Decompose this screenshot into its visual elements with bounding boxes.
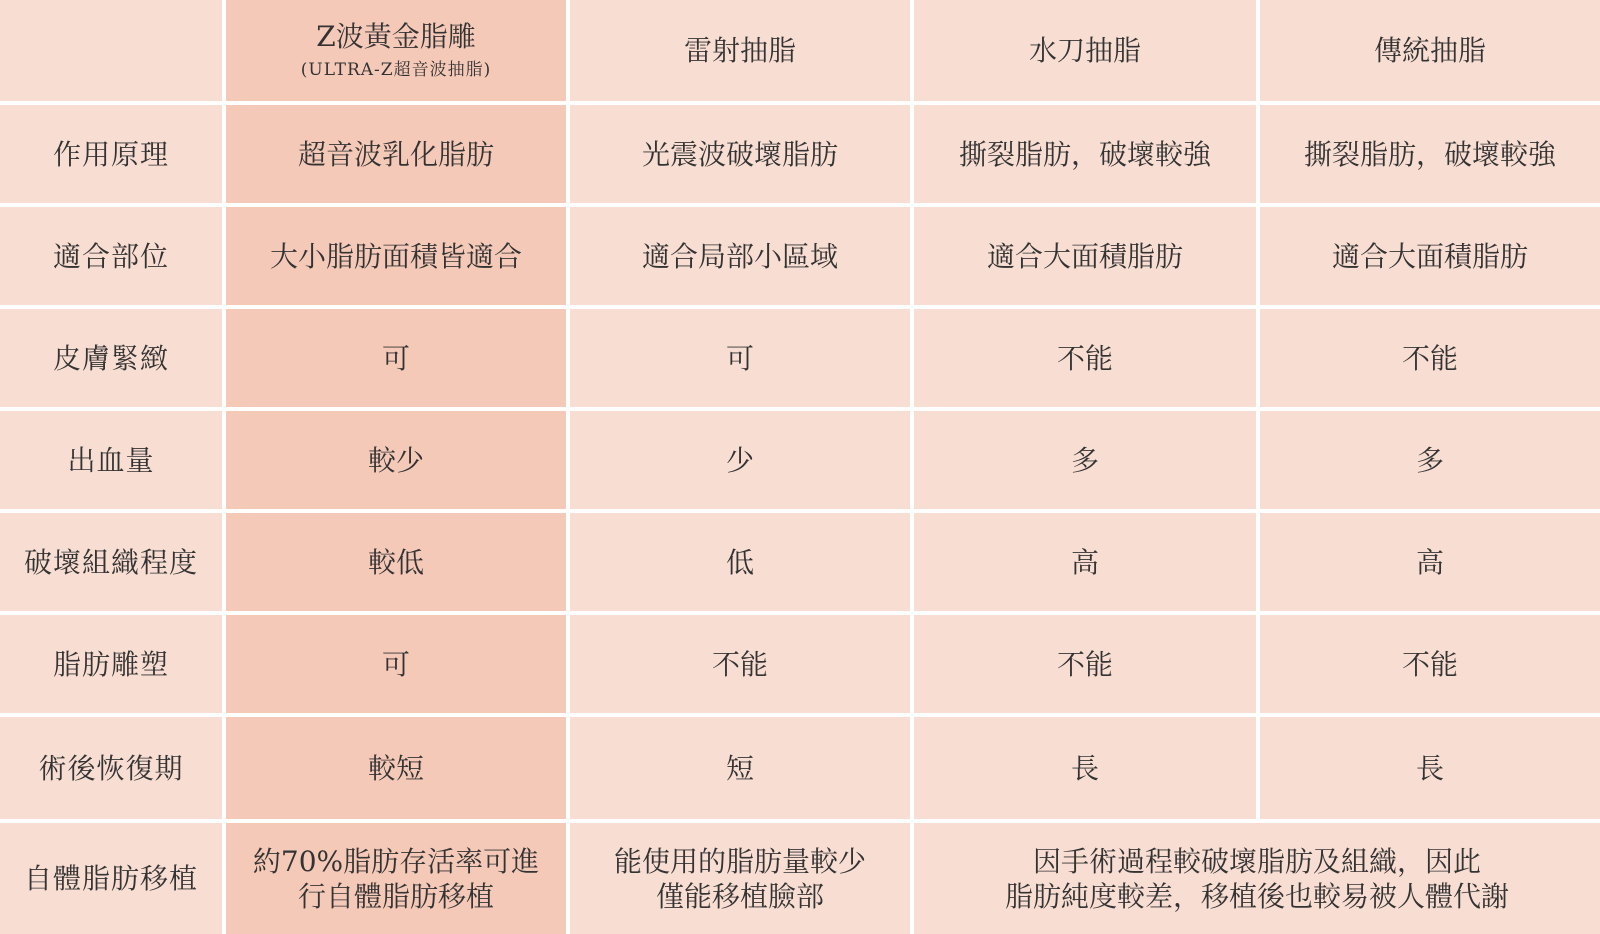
table-cell: 高 <box>914 513 1256 615</box>
table-cell: 可 <box>226 309 566 411</box>
row-label-mechanism: 作用原理 <box>0 105 222 207</box>
table-cell: 低 <box>570 513 910 615</box>
table-cell: 多 <box>1260 411 1600 513</box>
table-cell: 可 <box>570 309 910 411</box>
table-cell: 高 <box>1260 513 1600 615</box>
row-label-sculpting: 脂肪雕塑 <box>0 615 222 717</box>
table-cell: 較少 <box>226 411 566 513</box>
table-cell: 不能 <box>1260 615 1600 717</box>
header-water-jet <box>914 0 1256 105</box>
table-cell: 大小脂肪面積皆適合 <box>226 207 566 309</box>
row-label-bleeding: 出血量 <box>0 411 222 513</box>
table-cell: 長 <box>1260 717 1600 823</box>
table-cell: 撕裂脂肪，破壞較強 <box>1260 105 1600 207</box>
table-cell: 多 <box>914 411 1256 513</box>
header-z-wave-title: Z波黃金脂雕 <box>316 20 476 54</box>
row-label-skin-tightening: 皮膚緊緻 <box>0 309 222 411</box>
table-cell: 可 <box>226 615 566 717</box>
header-z-wave-subtitle: (ULTRA-Z超音波抽脂) <box>300 60 492 81</box>
table-cell: 適合大面積脂肪 <box>914 207 1256 309</box>
table-cell: 超音波乳化脂肪 <box>226 105 566 207</box>
row-label-tissue-damage: 破壞組織程度 <box>0 513 222 615</box>
table-cell: 光震波破壞脂肪 <box>570 105 910 207</box>
header-empty-cell <box>0 0 222 105</box>
table-cell: 較低 <box>226 513 566 615</box>
row-label-recovery: 術後恢復期 <box>0 717 222 823</box>
table-cell: 撕裂脂肪，破壞較強 <box>914 105 1256 207</box>
table-cell: 適合局部小區域 <box>570 207 910 309</box>
header-laser-title: 雷射抽脂 <box>683 34 796 67</box>
header-z-wave <box>226 0 566 105</box>
table-cell: 不能 <box>570 615 910 717</box>
table-cell: 不能 <box>1260 309 1600 411</box>
table-cell: 長 <box>914 717 1256 823</box>
table-cell: 較短 <box>226 717 566 823</box>
row-label-suitable-area: 適合部位 <box>0 207 222 309</box>
table-cell: 適合大面積脂肪 <box>1260 207 1600 309</box>
table-cell: 不能 <box>914 615 1256 717</box>
header-traditional-title: 傳統抽脂 <box>1373 34 1486 67</box>
table-cell-merged: 因手術過程較破壞脂肪及組織，因此 脂肪純度較差，移植後也較易被人體代謝 <box>914 823 1600 934</box>
row-label-fat-grafting: 自體脂肪移植 <box>0 823 222 934</box>
header-laser <box>570 0 910 105</box>
header-traditional <box>1260 0 1600 105</box>
table-cell: 少 <box>570 411 910 513</box>
table-cell: 約70%脂肪存活率可進 行自體脂肪移植 <box>226 823 566 934</box>
table-cell: 能使用的脂肪量較少 僅能移植臉部 <box>570 823 910 934</box>
table-cell: 不能 <box>914 309 1256 411</box>
table-cell: 短 <box>570 717 910 823</box>
header-water-jet-title: 水刀抽脂 <box>1028 34 1141 67</box>
